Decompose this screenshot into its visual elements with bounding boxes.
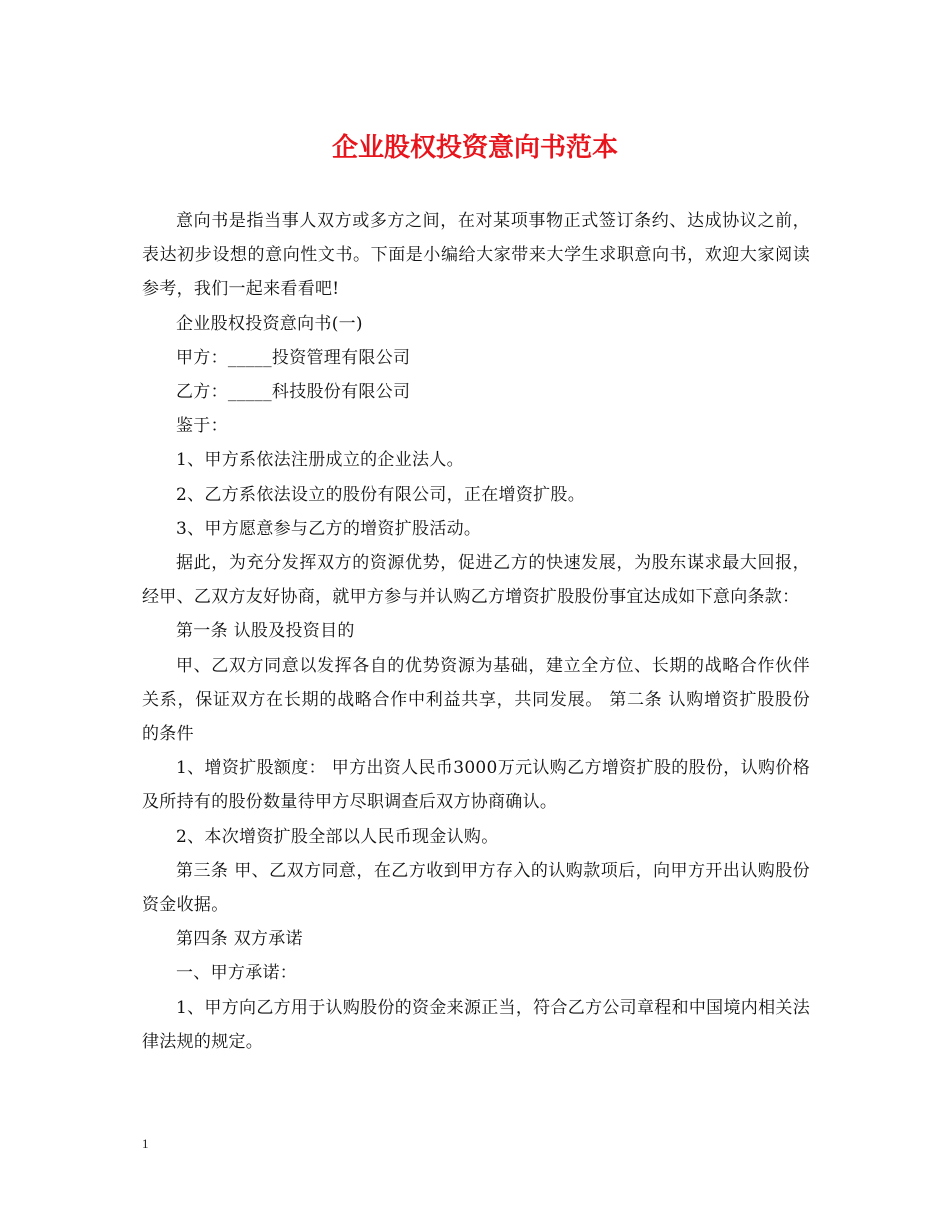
page-number: 1 xyxy=(142,1136,149,1151)
clause-item: 1、增资扩股额度： 甲方出资人民币3000万元认购乙方增资扩股的股份，认购价格及所持有的股份数量待甲方尽职调查后双方协商确认。 xyxy=(142,758,810,813)
article-paragraph: 第三条 甲、乙双方同意，在乙方收到甲方存入的认购款项后，向甲方开出认购股份资金收据。 xyxy=(142,860,810,916)
clause-item: 2、本次增资扩股全部以人民币现金认购。 xyxy=(176,826,499,847)
subsection-heading: 一、甲方承诺： xyxy=(176,963,298,984)
whereas-heading: 鉴于： xyxy=(176,416,228,437)
article-heading: 第一条 认股及投资目的 xyxy=(176,621,355,642)
whereas-item: 2、乙方系依法设立的股份有限公司，正在增资扩股。 xyxy=(176,484,586,505)
section-heading: 企业股权投资意向书(一) xyxy=(176,313,363,334)
preamble-paragraph: 据此，为充分发挥双方的资源优势，促进乙方的快速发展，为股东谋求最大回报，经甲、乙双方友好协商，就甲方参与并认购乙方增资扩股股份事宜达成如下意向条款： xyxy=(142,553,810,608)
party-a-line: 甲方：_____投资管理有限公司 xyxy=(176,347,411,368)
whereas-item: 3、甲方愿意参与乙方的增资扩股活动。 xyxy=(176,518,482,539)
article-paragraph: 甲、乙双方同意以发挥各自的优势资源为基础，建立全方位、长期的战略合作伙伴关系，保证双方在长期的战略合作中利益共享，共同发展。 第二条 认购增资扩股股份的条件 xyxy=(142,655,810,745)
whereas-item: 1、甲方系依法注册成立的企业法人。 xyxy=(176,450,464,471)
party-b-line: 乙方：_____科技股份有限公司 xyxy=(176,382,411,403)
clause-item: 1、甲方向乙方用于认购股份的资金来源正当，符合乙方公司章程和中国境内相关法律法规的规定。 xyxy=(142,997,810,1052)
document-body xyxy=(142,204,810,1059)
intro-paragraph: 意向书是指当事人双方或多方之间，在对某项事物正式签订条约、达成协议之前，表达初步设想的意向性文书。下面是小编给大家带来大学生求职意向书，欢迎大家阅读参考，我们一起来看看吧! xyxy=(142,211,810,300)
document-title: 企业股权投资意向书范本 xyxy=(331,133,618,163)
article-heading: 第四条 双方承诺 xyxy=(176,929,303,950)
